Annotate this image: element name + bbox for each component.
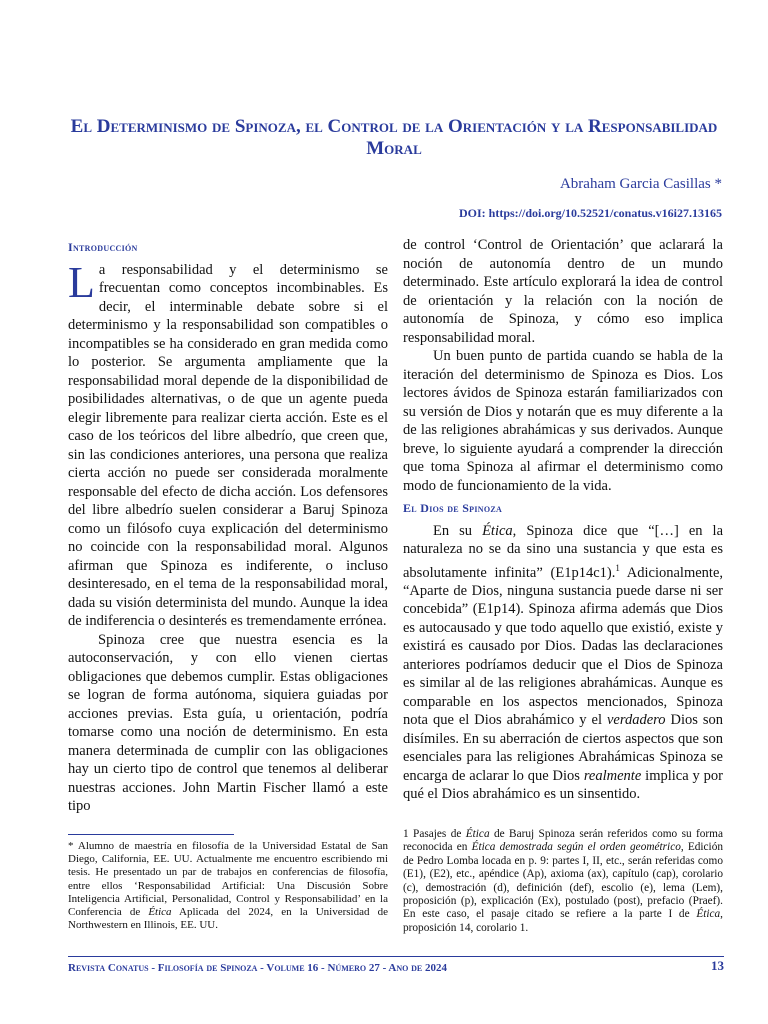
author-name: Abraham Garcia Casillas * (559, 176, 722, 192)
page-number: 13 (711, 958, 724, 973)
text-run: de Baruj Spinoza serán referidos como su forma reconocida en (403, 828, 723, 854)
doi-link[interactable]: DOI: https://doi.org/10.52521/conatus.v16i27.13165 (458, 206, 722, 220)
left-column (68, 236, 388, 816)
text-run: 1 Pasajes de (403, 828, 466, 840)
text-run: Adicionalmente, “Aparte de Dios, ninguna sustancia puede darse ni ser concebida” (E1p14). Spinoza afirma además que Dios es autocausado y que todo aquello que existió, existe y existirá es causado por Dios. Dadas las declaraciones anteriores podríamos deducir que el Dios de Spinoza es similar al de las religiones abrahámicas. Aunque es comparable en los aspectos mencionados, Spinoza nota que el Dios abrahámico y el (403, 564, 724, 729)
text-run: Dios son disímiles. En su aberración de ciertos aspectos que son esenciales para las religiones Abrahámicas Spinoza se encarga de aclarar lo que Dios (403, 712, 723, 784)
footnote-author (68, 840, 388, 932)
footnote-1 (403, 828, 723, 935)
right-column (403, 236, 723, 804)
italic-run: Ética (465, 828, 490, 840)
paragraph-right-2: Un buen punto de partida cuando se habla de la iteración del determinismo de Spinoza es Dios. Los lectores ávidos de Spinoza estarán familiarizados con su versión de Dios y notarán que es muy diferente a la de las religiones abrahámicas y sus derivados. Aunque breve, lo siguiente ayudará a comprender la dirección que toma Spinoza al afirmar el determinismo como modo de funcionamiento de la vida. (403, 348, 723, 494)
text-run: Aplicada del 2024, en la Universidad de Northwestern en Illinois, EE. UU. (68, 906, 388, 932)
text-run: , Spinoza dice que “[…] en la naturaleza no se da sino una sustancia y que esta es absolutamente infinita” (E1p14c1). (403, 522, 724, 581)
paragraph-text: a responsabilidad y el determinismo se frecuentan como conceptos incombinables. Es decir, el interminable debate sobre si el determinismo y la responsabilidad son compatibles o incompatibles se ha considerado en gran medida como lo posterior. Se argumenta ampliamente que la responsabilidad moral depende de la disponibilidad de posibilidades alternativas, o de que un agente pueda elegir libremente para realizar cierta acción. Este es el caso de los teóricos del libre albedrío, que creen que, sin las condiciones anteriores, una persona que realiza cierta acción no puede ser considerada moralmente responsable del efecto de dicha acción. Los defensores del libre albedrío suelen considerar a Baruj Spinoza como un filósofo cuya explicación del determinismo no coincide con la responsabilidad moral. Algunos afirman que Spinoza es indiferente, o incluso desinteresado, en el tema de la responsabilidad moral, dada su visión determinista del mundo. Aunque la idea de indiferencia o desinterés es tremendamente errónea. (68, 261, 388, 629)
footer-journal: Revista Conatus - Filosofía de Spinoza - Volume 16 - Número 27 - Ano de 2024 (68, 962, 447, 974)
text-run: , proposición 14, corolario 1. (403, 908, 723, 934)
text-run: , Edición de Pedro Lomba locada en p. 9: partes I, II, etc., serán referidas como (E1), (E2), etc., apéndice (Ap), axioma (ax), capítulo (cap), corolario (c), demostración (d), definición (def), escolio (e), lema (Lem), proposición (p), explicación (Ex), postulado (post), prefacio (Praef). En este caso, el pasaje citado se refiere a la parte I de (403, 841, 723, 921)
italic-run: verdadero (606, 712, 666, 729)
footnote-ref[interactable]: 1 (615, 562, 620, 573)
italic-run: Ética (482, 522, 513, 539)
paragraph-intro-1 (68, 257, 388, 631)
section-heading-introduccion: Introducción (68, 240, 138, 254)
paragraph-intro-2: Spinoza cree que nuestra esencia es la autoconservación, y con ello vienen ciertas obligaciones que debemos cumplir. Estas obligaciones se logran de forma autónoma, siquiera guiadas por acciones previas. Esta guía, u orientación, podría tomarse como una noción de determinismo. En esta manera determinada de cumplir con las obligaciones hay un cierto tipo de control que tenemos al deliberar nuestras acciones. John Martin Fischer llamó a este tipo (68, 631, 388, 814)
article-title: El Determinismo de Spinoza, el Control de la Orientación y la Responsabilidad Moral (70, 116, 718, 159)
text-run: * Alumno de maestría en filosofía de la Universidad Estatal de San Diego, California, EE. UU. Actualmente me encuentro escribiendo mi tesis. He presentado un par de trabajos en conferencias de filosofía, entre ellos ‘Responsabilidad Artificial: Una Discusión Sobre Inteligencia Artificial, Personalidad, Control y Responsabilidad’ en la Conferencia de (68, 840, 388, 919)
section-heading-dios: El Dios de Spinoza (403, 501, 503, 515)
italic-run: Ética (148, 906, 172, 919)
italic-run: Ética (696, 908, 721, 921)
paragraph-right-1: de control ‘Control de Orientación’ que aclarará la noción de autonomía dentro de un mundo determinado. Este artículo explorará la idea de control de orientación y la relación con la noción de autonomía de Spinoza, y cómo eso implica responsabilidad moral. (403, 237, 723, 346)
paragraph-right-3 (403, 522, 723, 804)
text-run: En su (433, 522, 483, 539)
footnote-divider (68, 834, 234, 835)
footer-divider (68, 956, 724, 957)
drop-cap: L (68, 257, 95, 307)
italic-run: realmente (583, 767, 642, 784)
text-run: implica y por qué el Dios abrahámico es un sinsentido. (403, 767, 723, 803)
italic-run: Ética demostrada según el orden geométrico (471, 841, 681, 854)
